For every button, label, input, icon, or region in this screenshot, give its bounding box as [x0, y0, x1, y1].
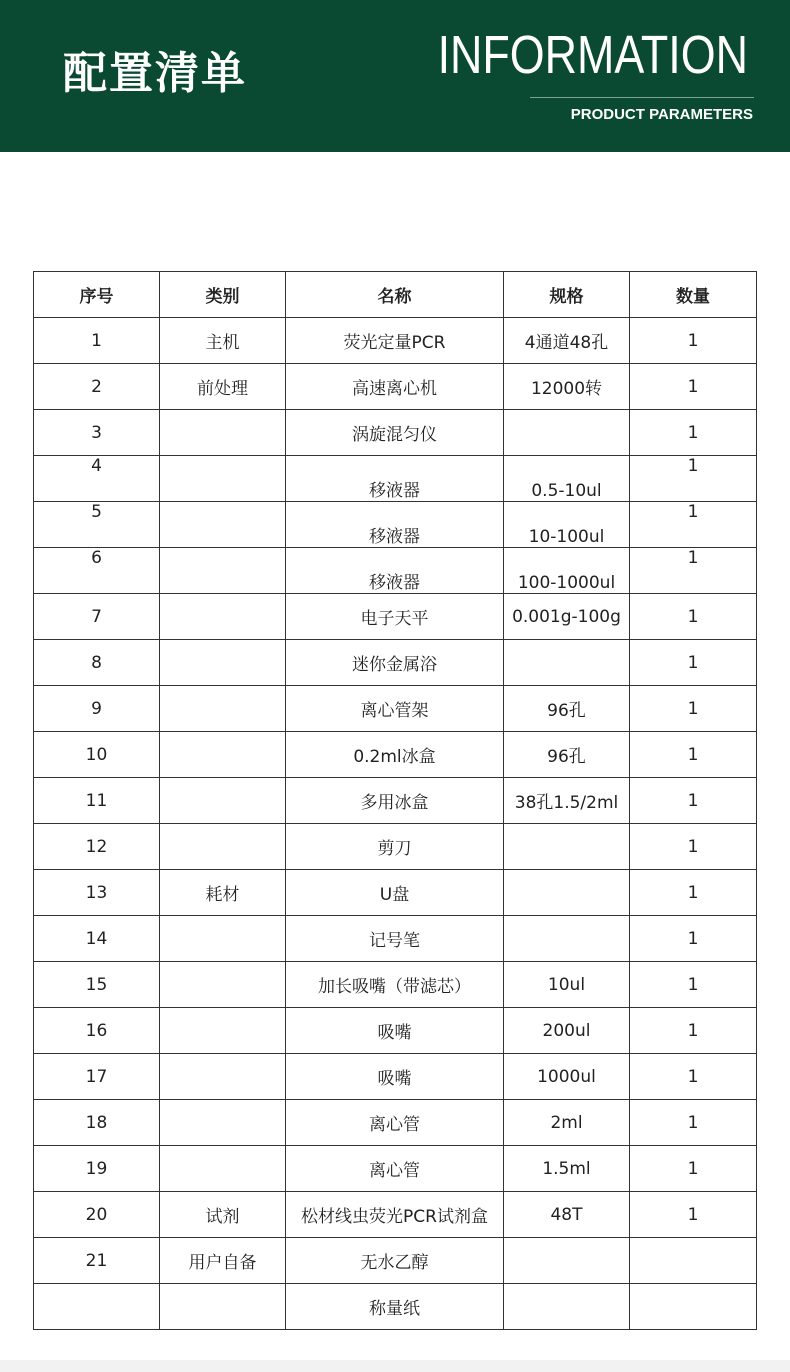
cell-index: 16 [34, 1008, 160, 1054]
cell-category: 用户自备 [160, 1238, 286, 1284]
header-banner [0, 0, 790, 152]
cell-category [160, 1284, 286, 1330]
cell-spec: 0.001g-100g [504, 594, 630, 640]
cell-spec: 10-100ul [504, 502, 630, 548]
cell-name: 离心管 [286, 1146, 504, 1192]
table-row [34, 1284, 757, 1330]
cell-index: 21 [34, 1238, 160, 1284]
cell-name: 移液器 [286, 502, 504, 548]
cell-name: 吸嘴 [286, 1008, 504, 1054]
table-row [34, 594, 757, 640]
cell-spec: 38孔1.5/2ml [504, 778, 630, 824]
cell-category [160, 594, 286, 640]
cell-quantity: 1 [630, 870, 757, 916]
cell-index: 2 [34, 364, 160, 410]
cell-quantity: 1 [630, 318, 757, 364]
cell-index: 19 [34, 1146, 160, 1192]
cell-category [160, 1100, 286, 1146]
cell-quantity: 1 [630, 1100, 757, 1146]
cell-quantity: 1 [630, 548, 757, 594]
cell-quantity: 1 [630, 1146, 757, 1192]
cell-quantity: 1 [630, 594, 757, 640]
cell-spec [504, 870, 630, 916]
cell-spec: 4通道48孔 [504, 318, 630, 364]
cell-category [160, 502, 286, 548]
cell-name: 离心管 [286, 1100, 504, 1146]
cell-quantity [630, 1238, 757, 1284]
cell-spec [504, 916, 630, 962]
cell-index: 20 [34, 1192, 160, 1238]
cell-name: 0.2ml冰盒 [286, 732, 504, 778]
table-row [34, 732, 757, 778]
cell-spec: 200ul [504, 1008, 630, 1054]
cell-category: 试剂 [160, 1192, 286, 1238]
cell-index: 10 [34, 732, 160, 778]
cell-spec: 10ul [504, 962, 630, 1008]
cell-name: 多用冰盒 [286, 778, 504, 824]
cell-index: 18 [34, 1100, 160, 1146]
cell-quantity: 1 [630, 456, 757, 502]
cell-name: 吸嘴 [286, 1054, 504, 1100]
cell-spec: 1000ul [504, 1054, 630, 1100]
table-row [34, 962, 757, 1008]
cell-category [160, 916, 286, 962]
table-row [34, 640, 757, 686]
header-name: 名称 [286, 272, 504, 318]
cell-name: 称量纸 [286, 1284, 504, 1330]
cell-category [160, 778, 286, 824]
cell-name: 荧光定量PCR [286, 318, 504, 364]
cell-name: 离心管架 [286, 686, 504, 732]
cell-spec: 1.5ml [504, 1146, 630, 1192]
cell-index: 6 [34, 548, 160, 594]
cell-quantity: 1 [630, 1008, 757, 1054]
cell-name: 移液器 [286, 456, 504, 502]
cell-name: 记号笔 [286, 916, 504, 962]
cell-name: 无水乙醇 [286, 1238, 504, 1284]
cell-quantity: 1 [630, 778, 757, 824]
cell-index: 7 [34, 594, 160, 640]
table-row [34, 410, 757, 456]
cell-category [160, 1146, 286, 1192]
cell-name: 松材线虫荧光PCR试剂盒 [286, 1192, 504, 1238]
cell-category [160, 732, 286, 778]
cell-spec: 12000转 [504, 364, 630, 410]
page-footer-band [0, 1360, 790, 1372]
cell-name: U盘 [286, 870, 504, 916]
cell-index: 8 [34, 640, 160, 686]
cell-quantity: 1 [630, 502, 757, 548]
cell-index: 11 [34, 778, 160, 824]
cell-spec: 2ml [504, 1100, 630, 1146]
cell-index: 1 [34, 318, 160, 364]
cell-name: 剪刀 [286, 824, 504, 870]
cell-category: 主机 [160, 318, 286, 364]
cell-category [160, 640, 286, 686]
banner-english-title: INFORMATION [437, 25, 748, 85]
cell-category [160, 1008, 286, 1054]
table-row [34, 364, 757, 410]
cell-quantity [630, 1284, 757, 1330]
cell-index: 12 [34, 824, 160, 870]
cell-spec [504, 824, 630, 870]
cell-quantity: 1 [630, 640, 757, 686]
table-header-row [34, 272, 757, 318]
cell-quantity: 1 [630, 824, 757, 870]
cell-spec [504, 410, 630, 456]
banner-subtitle: PRODUCT PARAMETERS [570, 106, 753, 123]
cell-quantity: 1 [630, 686, 757, 732]
cell-spec: 96孔 [504, 732, 630, 778]
cell-index: 17 [34, 1054, 160, 1100]
table-row [34, 870, 757, 916]
page-title: 配置清单 [63, 48, 247, 99]
cell-spec: 100-1000ul [504, 548, 630, 594]
table-row [34, 318, 757, 364]
table-row [34, 456, 757, 502]
cell-quantity: 1 [630, 962, 757, 1008]
cell-spec [504, 1284, 630, 1330]
cell-category [160, 410, 286, 456]
cell-quantity: 1 [630, 1192, 757, 1238]
cell-quantity: 1 [630, 916, 757, 962]
table-row [34, 1146, 757, 1192]
cell-name: 加长吸嘴（带滤芯） [286, 962, 504, 1008]
cell-quantity: 1 [630, 410, 757, 456]
table-row [34, 1100, 757, 1146]
cell-category: 前处理 [160, 364, 286, 410]
header-quantity: 数量 [630, 272, 757, 318]
cell-name: 移液器 [286, 548, 504, 594]
banner-divider [530, 97, 754, 98]
table-row [34, 1192, 757, 1238]
cell-quantity: 1 [630, 732, 757, 778]
cell-category [160, 686, 286, 732]
cell-category [160, 824, 286, 870]
cell-category [160, 456, 286, 502]
table-row [34, 778, 757, 824]
cell-index [34, 1284, 160, 1330]
cell-quantity: 1 [630, 1054, 757, 1100]
cell-category [160, 1054, 286, 1100]
header-index: 序号 [34, 272, 160, 318]
configuration-table [33, 271, 757, 1330]
cell-name: 电子天平 [286, 594, 504, 640]
table-row [34, 916, 757, 962]
cell-spec [504, 1238, 630, 1284]
cell-name: 高速离心机 [286, 364, 504, 410]
cell-index: 13 [34, 870, 160, 916]
table-row [34, 824, 757, 870]
table-row [34, 1238, 757, 1284]
cell-category [160, 548, 286, 594]
cell-spec: 96孔 [504, 686, 630, 732]
cell-index: 5 [34, 502, 160, 548]
table-row [34, 548, 757, 594]
cell-index: 3 [34, 410, 160, 456]
cell-index: 4 [34, 456, 160, 502]
cell-spec [504, 640, 630, 686]
header-spec: 规格 [504, 272, 630, 318]
table-row [34, 1054, 757, 1100]
cell-category: 耗材 [160, 870, 286, 916]
cell-index: 15 [34, 962, 160, 1008]
cell-name: 涡旋混匀仪 [286, 410, 504, 456]
cell-spec: 48T [504, 1192, 630, 1238]
header-category: 类别 [160, 272, 286, 318]
cell-category [160, 962, 286, 1008]
cell-index: 9 [34, 686, 160, 732]
cell-name: 迷你金属浴 [286, 640, 504, 686]
cell-index: 14 [34, 916, 160, 962]
table-row [34, 502, 757, 548]
cell-spec: 0.5-10ul [504, 456, 630, 502]
cell-quantity: 1 [630, 364, 757, 410]
table-row [34, 1008, 757, 1054]
table-row [34, 686, 757, 732]
